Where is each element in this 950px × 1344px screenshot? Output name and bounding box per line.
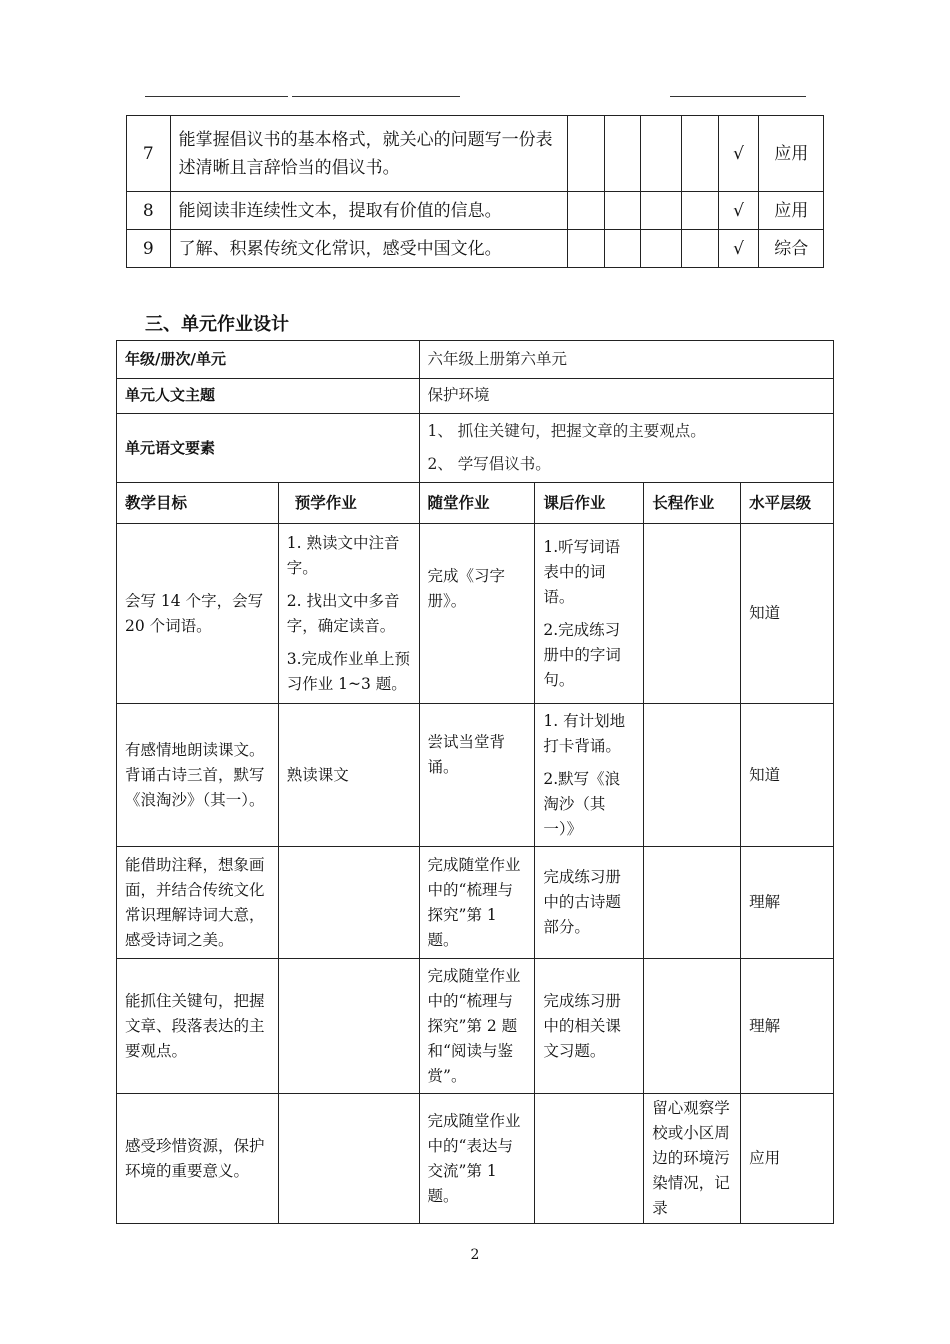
level-cell: 知道 bbox=[741, 704, 834, 847]
in-class-cell bbox=[419, 1094, 535, 1224]
check-cell bbox=[604, 230, 641, 268]
preview-item: 2. 找出文中多音字，确定读音。 bbox=[286, 591, 400, 635]
row-number: 9 bbox=[127, 230, 171, 268]
objective-description: 能掌握倡议书的基本格式，就关心的问题写一份表述清晰且言辞恰当的倡议书。 bbox=[170, 116, 568, 192]
section-title: 三、单元作业设计 bbox=[145, 314, 289, 335]
after-class-cell bbox=[535, 959, 644, 1094]
long-term-cell bbox=[644, 704, 741, 847]
after-class-cell bbox=[535, 524, 644, 704]
header-in-class: 随堂作业 bbox=[419, 483, 535, 524]
level-cell: 理解 bbox=[741, 959, 834, 1094]
long-term-cell bbox=[644, 959, 741, 1094]
level-cell: 应用 bbox=[759, 192, 824, 230]
info-row-theme bbox=[117, 379, 834, 414]
element-item: 2、 学写倡议书。 bbox=[427, 455, 551, 473]
level-cell: 应用 bbox=[759, 116, 824, 192]
elements-values bbox=[419, 414, 833, 483]
long-term-cell bbox=[644, 847, 741, 959]
check-cell bbox=[604, 192, 641, 230]
page-number: 2 bbox=[470, 1247, 480, 1263]
level-cell: 知道 bbox=[741, 524, 834, 704]
after-class-item: 1.听写词语表中的词语。 bbox=[543, 537, 621, 606]
in-class-cell bbox=[419, 847, 535, 959]
check-cell bbox=[641, 116, 682, 192]
column-header-row bbox=[117, 483, 834, 524]
elements-label: 单元语文要素 bbox=[117, 414, 420, 483]
checkmark-icon: √ bbox=[718, 230, 759, 268]
info-row-elements bbox=[117, 414, 834, 483]
long-term-item: 留心观察学校或小区周边的环境污染情况，记录 bbox=[652, 1099, 730, 1217]
long-term-cell bbox=[644, 524, 741, 704]
long-term-cell bbox=[644, 1094, 741, 1224]
after-class-item: 2.完成练习册中的字词句。 bbox=[543, 620, 621, 689]
table-row bbox=[127, 192, 824, 230]
goal-cell: 会写 14 个字，会写 20 个词语。 bbox=[117, 524, 279, 704]
checkmark-icon: √ bbox=[718, 116, 759, 192]
header-rule-left bbox=[145, 96, 288, 97]
in-class-item: 完成随堂作业中的“表达与交流”第 1 题。 bbox=[427, 1111, 521, 1205]
header-after-class: 课后作业 bbox=[535, 483, 644, 524]
check-cell bbox=[682, 116, 719, 192]
in-class-item: 完成《习字册》。 bbox=[427, 567, 506, 610]
preview-item: 熟读课文 bbox=[286, 765, 349, 784]
check-cell bbox=[641, 230, 682, 268]
table-row bbox=[127, 230, 824, 268]
header-rule-right bbox=[670, 96, 806, 97]
after-class-item: 完成练习册中的古诗题部分。 bbox=[543, 868, 621, 936]
header-goal: 教学目标 bbox=[117, 483, 279, 524]
after-class-cell bbox=[535, 1094, 644, 1224]
grade-label: 年级/册次/单元 bbox=[117, 341, 420, 379]
preview-cell bbox=[278, 959, 419, 1094]
table-row bbox=[117, 704, 834, 847]
goal-cell: 感受珍惜资源，保护环境的重要意义。 bbox=[117, 1094, 279, 1224]
homework-design-table bbox=[116, 340, 834, 1224]
element-item: 1、 抓住关键句，把握文章的主要观点。 bbox=[427, 422, 706, 440]
after-class-cell bbox=[535, 847, 644, 959]
check-cell bbox=[682, 192, 719, 230]
goal-cell: 有感情地朗读课文。背诵古诗三首，默写《浪淘沙》（其一）。 bbox=[117, 704, 279, 847]
goal-cell: 能借助注释，想象画面，并结合传统文化常识理解诗词大意，感受诗词之美。 bbox=[117, 847, 279, 959]
preview-cell bbox=[278, 524, 419, 704]
in-class-cell bbox=[419, 959, 535, 1094]
checkmark-icon: √ bbox=[718, 192, 759, 230]
row-number: 8 bbox=[127, 192, 171, 230]
in-class-cell bbox=[419, 704, 535, 847]
check-cell bbox=[682, 230, 719, 268]
after-class-item: 完成练习册中的相关课文习题。 bbox=[543, 991, 621, 1060]
preview-cell bbox=[278, 847, 419, 959]
preview-item: 3.完成作业单上预习作业 1~3 题。 bbox=[286, 649, 411, 693]
header-rule-middle bbox=[292, 96, 460, 97]
header-level: 水平层级 bbox=[741, 483, 834, 524]
table-row bbox=[117, 524, 834, 704]
level-cell: 应用 bbox=[741, 1094, 834, 1224]
check-cell bbox=[568, 230, 605, 268]
in-class-item: 完成随堂作业中的“梳理与探究”第 2 题和“阅读与鉴赏”。 bbox=[427, 966, 521, 1085]
goal-cell: 能抓住关键句，把握文章、段落表达的主要观点。 bbox=[117, 959, 279, 1094]
in-class-item: 尝试当堂背诵。 bbox=[427, 733, 506, 776]
level-cell: 综合 bbox=[759, 230, 824, 268]
check-cell bbox=[641, 192, 682, 230]
row-number: 7 bbox=[127, 116, 171, 192]
in-class-cell bbox=[419, 524, 535, 704]
objective-description: 能阅读非连续性文本，提取有价值的信息。 bbox=[170, 192, 568, 230]
preview-item: 1. 熟读文中注音字。 bbox=[286, 533, 400, 577]
header-long-term: 长程作业 bbox=[644, 483, 741, 524]
theme-label: 单元人文主题 bbox=[117, 379, 420, 414]
objective-description: 了解、积累传统文化常识，感受中国文化。 bbox=[170, 230, 568, 268]
theme-value: 保护环境 bbox=[419, 379, 833, 414]
table-row bbox=[117, 1094, 834, 1224]
preview-cell bbox=[278, 1094, 419, 1224]
check-cell bbox=[568, 116, 605, 192]
check-cell bbox=[604, 116, 641, 192]
preview-cell bbox=[278, 704, 419, 847]
table-row bbox=[127, 116, 824, 192]
after-class-item: 1. 有计划地打卡背诵。 bbox=[543, 711, 626, 755]
objectives-table bbox=[126, 115, 824, 268]
table-row bbox=[117, 847, 834, 959]
table-row bbox=[117, 959, 834, 1094]
header-preview: 预学作业 bbox=[278, 483, 419, 524]
check-cell bbox=[568, 192, 605, 230]
info-row-grade bbox=[117, 341, 834, 379]
level-cell: 理解 bbox=[741, 847, 834, 959]
grade-value: 六年级上册第六单元 bbox=[419, 341, 833, 379]
after-class-cell bbox=[535, 704, 644, 847]
in-class-item: 完成随堂作业中的“梳理与探究”第 1 题。 bbox=[427, 855, 521, 949]
after-class-item: 2.默写《浪淘沙（其一）》 bbox=[543, 769, 621, 838]
